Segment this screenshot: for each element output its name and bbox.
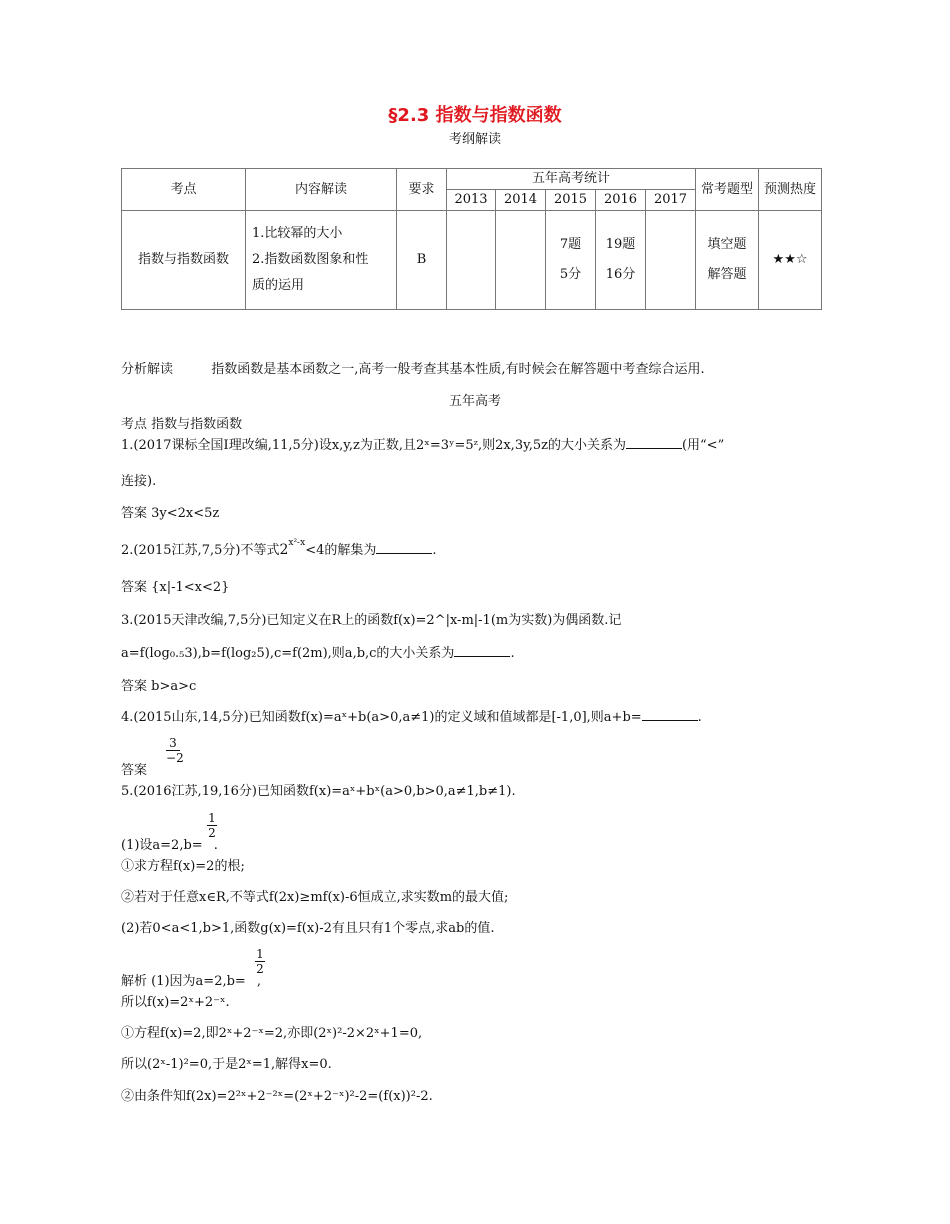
answer-3: 答案 b>a>c (121, 679, 197, 694)
analysis-text: 指数函数是基本函数之一,高考一般考查其基本性质,有时候会在解答题中考查综合运用. (211, 362, 705, 377)
cell-2014 (496, 211, 546, 310)
question-5-part2: (2)若0<a<1,b>1,函数g(x)=f(x)-2有且只有1个零点,求ab的值. (121, 921, 495, 936)
cell-2017 (646, 211, 696, 310)
solution-line-5: ②由条件知f(2x)=2²ˣ+2⁻²ˣ=(2ˣ+2⁻ˣ)²-2=(f(x))²-2. (121, 1089, 433, 1104)
cell-2016: 19题 16分 (596, 211, 646, 310)
solution-fraction: $\frac{1}{2}$ (256, 947, 264, 976)
question-3: 3.(2015天津改编,7,5分)已知定义在R上的函数f(x)=2^|x-m|-1(m为实数)为偶函数.记 (121, 613, 622, 628)
question-1: 1.(2017课标全国Ⅰ理改编,11,5分)设x,y,z为正数,且2ˣ=3ʸ=5ᶻ,则2x,3y,5z的大小关系为 (用“<” (121, 438, 725, 453)
header-year: 2014 (496, 190, 546, 211)
header-five-year-stats: 五年高考统计 (447, 169, 696, 190)
question-1-cont: 连接). (121, 474, 157, 489)
question-5-sub1: ①求方程f(x)=2的根; (121, 859, 245, 874)
question-4: 4.(2015山东,14,5分)已知函数f(x)=aˣ+b(a>0,a≠1)的定义域和值域都是[-1,0],则a+b= . (121, 710, 702, 725)
cell-2015: 7题 5分 (546, 211, 596, 310)
section-heading: 五年高考 (448, 394, 501, 409)
question-5-sub2: ②若对于任意x∈R,不等式f(2x)≥mf(x)-6恒成立,求实数m的最大值; (121, 890, 509, 905)
question-3-cont: a=f(log₀.₅3),b=f(log₂5),c=f(2m),则a,b,c的大小关系为 . (121, 646, 515, 661)
page-title: §2.3 指数与指数函数 (388, 105, 562, 126)
answer-blank (626, 436, 682, 449)
exam-statistics-table (121, 168, 822, 310)
answer-1: 答案 3y<2x<5z (121, 506, 220, 521)
cell-kaodian: 指数与指数函数 (122, 211, 246, 310)
question-5: 5.(2016江苏,19,16分)已知函数f(x)=aˣ+bˣ(a>0,b>0,a≠1,b≠1). (121, 784, 516, 799)
header-year: 2013 (447, 190, 496, 211)
cell-2013 (447, 211, 496, 310)
answer-blank (454, 644, 510, 657)
answer-4-fraction: $\frac{3}{-2}$ (166, 736, 184, 765)
solution-line-3: ①方程f(x)=2,即2ˣ+2⁻ˣ=2,亦即(2ˣ)²-2×2ˣ+1=0, (121, 1026, 423, 1041)
question-2: 2.(2015江苏,7,5分)不等式$2^{x^2-x}<4$的解集为 . (121, 537, 437, 558)
answer-blank (642, 708, 698, 721)
answer-4-label: 答案 (121, 763, 148, 778)
header-year: 2016 (596, 190, 646, 211)
solution-line-1: 解析 (1)因为a=2,b= , (121, 974, 261, 989)
question-5-part1: (1)设a=2,b= . (121, 838, 218, 853)
header-kaodian: 考点 (122, 169, 246, 211)
header-year: 2017 (646, 190, 696, 211)
analysis (121, 358, 705, 377)
header-yuce: 预测热度 (759, 169, 822, 211)
cell-yaoqiu: B (397, 211, 447, 310)
cell-yuce-stars: ★★☆ (759, 211, 822, 310)
answer-2: 答案 {x|-1<x<2} (121, 580, 230, 595)
cell-neirong: 1.比较幂的大小 2.指数函数图象和性 质的运用 (246, 211, 397, 310)
kaodian-line: 考点 指数与指数函数 (121, 417, 243, 432)
header-neirong: 内容解读 (246, 169, 397, 211)
header-year: 2015 (546, 190, 596, 211)
cell-changkao: 填空题 解答题 (696, 211, 759, 310)
solution-line-2: 所以f(x)=2ˣ+2⁻ˣ. (121, 995, 230, 1010)
analysis-label: 分析解读 (121, 362, 174, 377)
q5-fraction: $\frac{1}{2}$ (208, 811, 216, 840)
solution-line-4: 所以(2ˣ-1)²=0,于是2ˣ=1,解得x=0. (121, 1057, 332, 1072)
page-subtitle: 考纲解读 (448, 132, 501, 147)
header-yaoqiu: 要求 (397, 169, 447, 211)
header-changkao: 常考题型 (696, 169, 759, 211)
answer-blank (376, 541, 432, 554)
